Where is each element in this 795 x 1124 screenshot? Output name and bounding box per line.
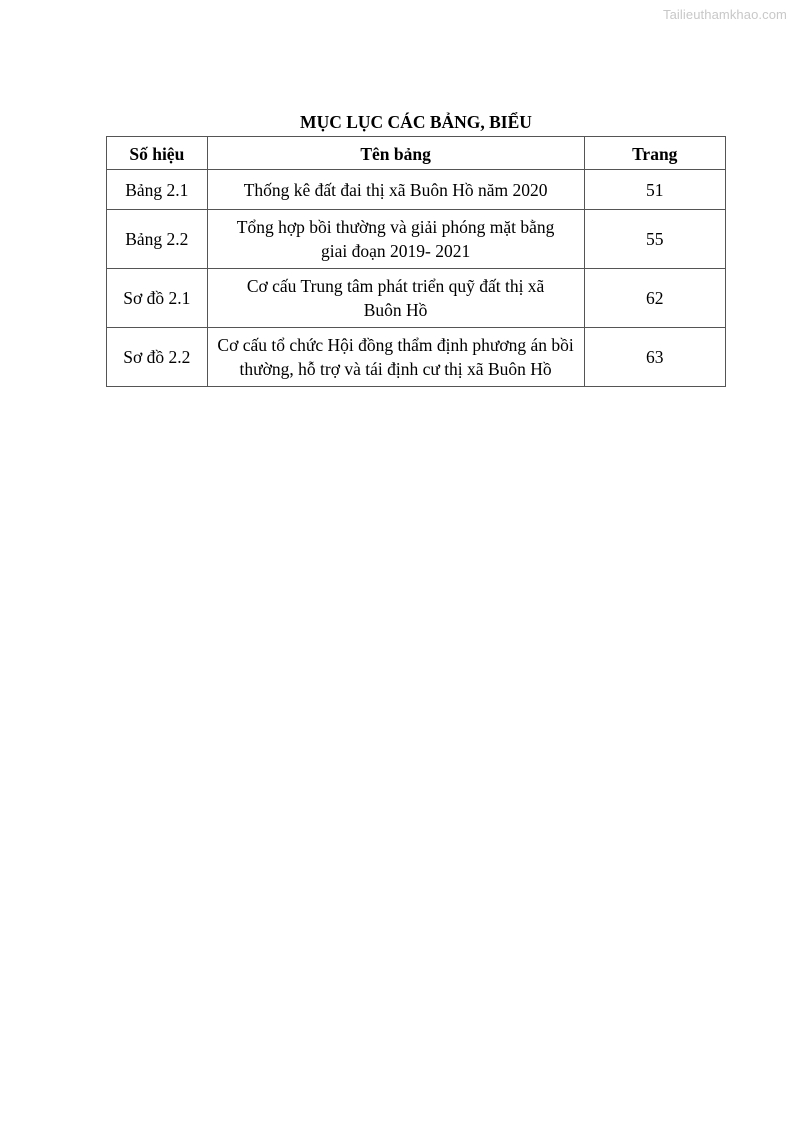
row-name	[207, 328, 584, 387]
table-row	[107, 328, 726, 387]
column-header-name: Tên bảng	[207, 137, 584, 170]
table-header-row	[107, 137, 726, 170]
row-page: 55	[584, 210, 725, 269]
row-name	[207, 210, 584, 269]
row-page: 51	[584, 170, 725, 210]
row-id: Sơ đồ 2.1	[107, 269, 208, 328]
row-name-text: Cơ cấu Trung tâm phát triển quỹ đất thị xã Buôn Hồ	[246, 276, 545, 320]
row-name-text: Thống kê đất đai thị xã Buôn Hồ năm 2020	[243, 179, 548, 200]
column-header-page: Trang	[584, 137, 725, 170]
row-name	[207, 170, 584, 210]
row-name-text: Cơ cấu tổ chức Hội đồng thẩm định phương án bồi thường, hỗ trợ và tái định cư thị xã Buôn Hồ	[217, 335, 574, 379]
row-name-text: Tổng hợp bồi thường và giải phóng mặt bằng giai đoạn 2019- 2021	[236, 217, 555, 261]
page-title: MỤC LỤC CÁC BẢNG, BIỂU	[300, 112, 532, 132]
watermark-text: Tailieuthamkhao.com	[662, 7, 787, 22]
row-page: 62	[584, 269, 725, 328]
row-id: Bảng 2.1	[107, 170, 208, 210]
table-row	[107, 269, 726, 328]
table-row	[107, 170, 726, 210]
column-header-id: Số hiệu	[107, 137, 208, 170]
toc-table	[106, 136, 726, 387]
row-page: 63	[584, 328, 725, 387]
row-id: Sơ đồ 2.2	[107, 328, 208, 387]
row-id: Bảng 2.2	[107, 210, 208, 269]
row-name	[207, 269, 584, 328]
table-row	[107, 210, 726, 269]
